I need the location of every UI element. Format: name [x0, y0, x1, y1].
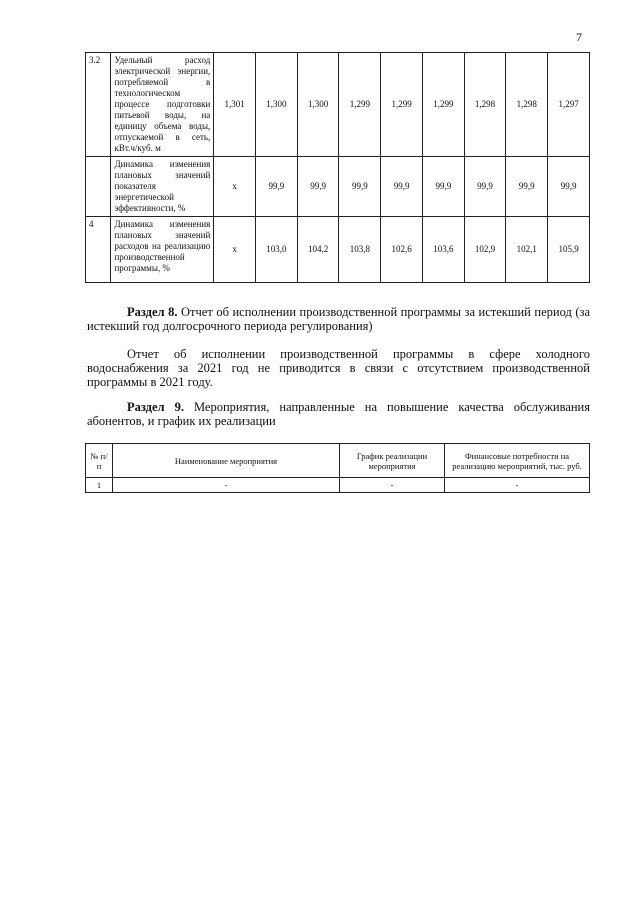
value-cell: 103,6 [422, 217, 464, 283]
value-cell: 1,300 [297, 53, 339, 157]
value-cell: 1,299 [422, 53, 464, 157]
value-cell: 102,9 [464, 217, 506, 283]
table-header-row [86, 444, 590, 478]
row-number: 3.2 [86, 53, 111, 157]
value-cell: 1,301 [214, 53, 256, 157]
value-cell: х [214, 157, 256, 217]
value-cell: 99,9 [506, 157, 548, 217]
table-cell: 1 [86, 478, 113, 493]
value-cell: 1,299 [381, 53, 423, 157]
row-number: 4 [86, 217, 111, 283]
table-cell: - [113, 478, 340, 493]
value-cell: 99,9 [339, 157, 381, 217]
value-cell: 102,6 [381, 217, 423, 283]
indicators-table [85, 52, 590, 283]
value-cell: 102,1 [506, 217, 548, 283]
column-header: График реализации мероприятия [340, 444, 445, 478]
table-row [86, 53, 590, 157]
row-description: Удельный расход электрической энергии, потребляемой в технологическом процессе подготовки питьевой воды, на единицу объема воды, отпускаемой в сеть, кВт.ч/куб. м [111, 53, 214, 157]
value-cell: 1,299 [339, 53, 381, 157]
value-cell: 103,8 [339, 217, 381, 283]
column-header: Финансовые потребности на реализацию мероприятий, тыс. руб. [445, 444, 590, 478]
value-cell: 99,9 [422, 157, 464, 217]
value-cell: х [214, 217, 256, 283]
row-description: Динамика изменения плановых значений расходов на реализацию производственной программы, % [111, 217, 214, 283]
column-header: № п/п [86, 444, 113, 478]
table-row [86, 478, 590, 493]
section-9-heading [87, 400, 590, 428]
measures-table [85, 443, 590, 493]
value-cell: 99,9 [548, 157, 590, 217]
table-row [86, 217, 590, 283]
value-cell: 104,2 [297, 217, 339, 283]
row-description: Динамика изменения плановых значений показателя энергетической эффективности, % [111, 157, 214, 217]
section-8-body: Отчет об исполнении производственной программы в сфере холодного водоснабжения за 2021 год не приводится в связи с отсутствием производственной программы в 2021 году. [87, 347, 590, 389]
section-8-title: Отчет об исполнении производственной программы за истекший период (за истекший год долгосрочного периода регулирования) [87, 305, 590, 333]
value-cell: 99,9 [381, 157, 423, 217]
column-header: Наименование мероприятия [113, 444, 340, 478]
value-cell: 1,298 [506, 53, 548, 157]
section-9-title: Мероприятия, направленные на повышение качества обслуживания абонентов, и график их реализации [87, 400, 590, 428]
section-8-label: Раздел 8. [127, 305, 178, 319]
value-cell: 99,9 [297, 157, 339, 217]
page-number: 7 [576, 30, 582, 44]
value-cell: 1,297 [548, 53, 590, 157]
value-cell: 103,0 [256, 217, 298, 283]
value-cell: 1,298 [464, 53, 506, 157]
value-cell: 1,300 [256, 53, 298, 157]
table-row [86, 157, 590, 217]
value-cell: 99,9 [256, 157, 298, 217]
section-8-heading [87, 305, 590, 333]
section-9-label: Раздел 9. [127, 400, 184, 414]
table-cell: - [340, 478, 445, 493]
value-cell: 105,9 [548, 217, 590, 283]
row-number [86, 157, 111, 217]
table-cell: - [445, 478, 590, 493]
value-cell: 99,9 [464, 157, 506, 217]
